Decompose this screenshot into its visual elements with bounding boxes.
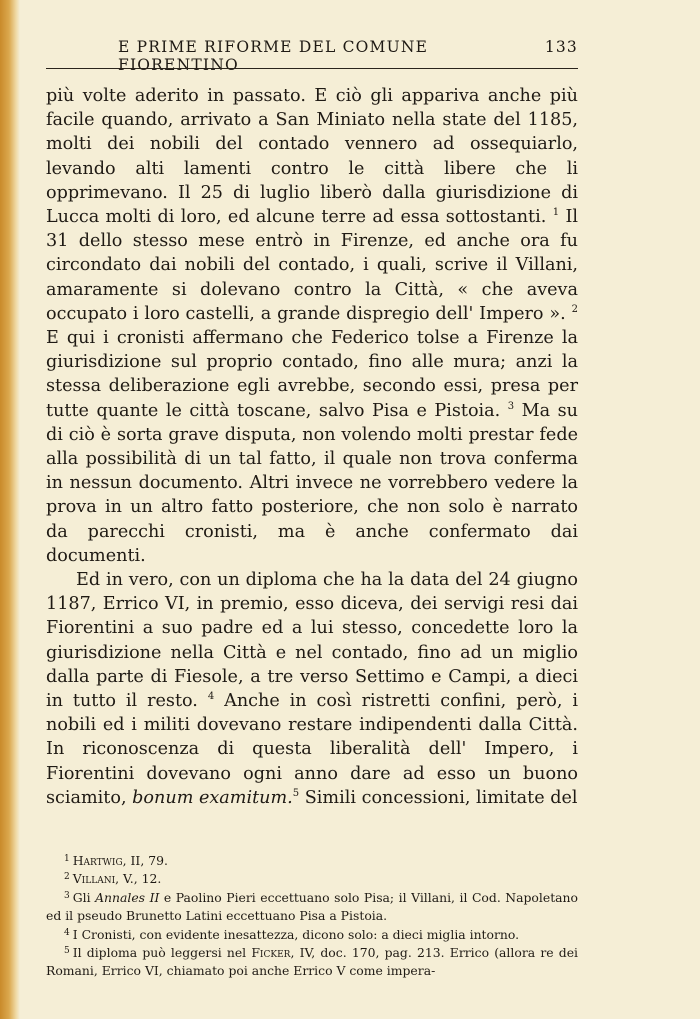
footnote-text-lead: Il diploma può leggersi nel [72,945,252,961]
footnote-ref-3: 3 [507,400,515,412]
footnote-text: I Cronisti, con evidente inesattezza, dicono solo: a dieci miglia intorno. [72,926,520,942]
header-rule [46,68,578,69]
paragraph-1 [46,84,578,568]
footnote-number: 1 [64,854,70,864]
footnote [46,944,578,981]
footnote-text-lead: Gli [72,889,96,905]
footnote-number: 4 [64,927,70,938]
main-text [46,84,578,810]
footnote-author: Hartwig [72,853,123,868]
book-page [46,0,578,1019]
footnote-work: Annales II [95,889,160,905]
paragraph-2-part-2: Anche in così ristretti confini, però, i nobili ed i militi dovevano restare indipendenti dalla Città. In riconoscenza di questa liberalità dell' Impero, i Fiorentini dovevano ogni anno dare ad esso un buono sciamito, [46,691,579,808]
footnote-text: , IV, doc. 170, pag. 213. Errico (allora re dei Romani, Errico VI, chiamato poi anche Errico V come impera- [46,945,578,979]
page-edge-shadow [0,0,20,1019]
running-title: E PRIME RIFORME DEL COMUNE FIORENTINO [118,38,429,74]
paragraph-2-part-3: Simili concessioni, limitate del [304,787,578,808]
footnote-number: 5 [64,946,70,957]
paragraph-2-part-1: Ed in vero, con un diploma che ha la data del 24 giugno 1187, Errico VI, in premio, esso diceva, dei servigi resi dai Fiorentini a suo padre ed a lui stesso, concedette loro la giurisdizione nella Città e nel contado, fino ad un miglio dalla parte di Fiesole, a tre verso Settimo e Campi, a dieci in tutto il resto. [46,570,578,712]
footnote [46,889,578,926]
footnotes [46,852,578,981]
footnote [46,870,578,888]
footnote-author: Ficker [251,945,291,961]
footnote-ref-5: 5 [292,787,300,799]
footnote-text: e Paolino Pieri eccettuano solo Pisa; il Villani, il Cod. Napoletano ed il pseudo Brunetto Latini eccettuano Pisa a Pistoia. [46,889,578,924]
latin-phrase: bonum examitum. [132,787,293,808]
footnote [46,852,578,870]
page-number: 133 [544,38,578,56]
paragraph-1-part-1: più volte aderito in passato. E ciò gli appariva anche più facile quando, arrivato a San Miniato nella state del 1185, molti dei nobili del contado vennero ad ossequiarlo, levando alti lamenti contro le città libere che li opprimevano. Il 25 di luglio liberò dalla giurisdizione di Lucca molti di loro, ed alcune terre ad essa sottostanti. [46,86,578,228]
footnote [46,926,578,944]
paragraph-1-part-4: Ma su di ciò è sorta grave disputa, non volendo molti prestar fede alla possibilità di un tal fatto, il quale non trova conferma in nessun documento. Altri invece ne vorrebbero vedere la prova in un altro fatto posteriore, che non solo è narrato da parecchi cronisti, ma è anche confermato dai documenti. [46,400,578,566]
paragraph-1-part-2: Il 31 dello stesso mese entrò in Firenze, ed anche ora fu circondato dai nobili del contado, i quali, scrive il Villani, amaramente si dolevano contro la Città, « che aveva occupato i loro castelli, a grande dispregio dell' Impero ». [46,207,579,324]
footnote-text: , V., 12. [115,871,162,887]
paragraph-2 [46,568,578,810]
footnote-ref-4: 4 [207,691,215,703]
footnote-number: 3 [64,890,70,901]
footnote-author: Villani [72,871,116,887]
footnote-ref-2: 2 [571,303,578,315]
footnote-ref-1: 1 [552,207,560,219]
footnote-text: , II, 79. [122,853,168,868]
paragraph-1-part-3: E qui i cronisti affermano che Federico tolse a Firenze la giurisdizione sul proprio contado, fino alle mura; anzi la stessa deliberazione egli avrebbe, secondo essi, presa per tutte quante le città toscane, salvo Pisa e Pistoia. [46,328,578,421]
footnote-number: 2 [64,872,70,883]
